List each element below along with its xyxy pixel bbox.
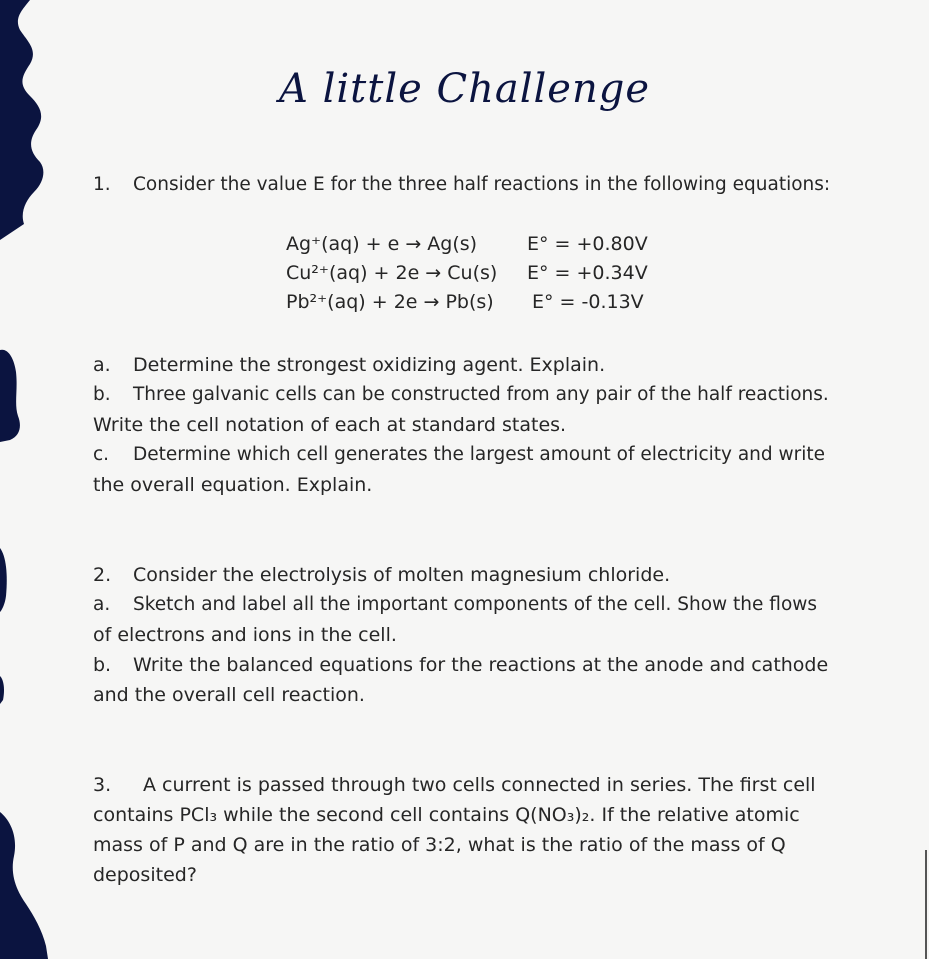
question-2a — [93, 590, 817, 620]
question-1b — [93, 380, 829, 410]
question-3-line-3: mass of P and Q are in the ratio of 3:2, what is the ratio of the mass of Q — [93, 834, 786, 856]
question-1-text: Consider the value E for the three half reactions in the following equations: — [133, 174, 831, 195]
right-edge-line — [925, 850, 927, 959]
question-1a-label: a. — [93, 354, 111, 376]
question-2b-label: b. — [93, 654, 112, 676]
question-2b — [93, 650, 828, 680]
question-1b-text: Three galvanic cells can be constructed from any pair of the half reactions. — [133, 384, 829, 405]
page-title: A little Challenge — [278, 66, 651, 112]
question-2a-text: Sketch and label all the important components of the cell. Show the flows — [133, 594, 818, 615]
question-3-line-4: deposited? — [93, 864, 197, 886]
question-1-number: 1. — [93, 174, 111, 195]
half-reaction: Pb²⁺(aq) + 2e → Pb(s) — [286, 291, 494, 313]
reduction-potential: E° = -0.13V — [532, 291, 644, 313]
reduction-potential: E° = +0.34V — [527, 262, 648, 284]
question-2 — [93, 560, 670, 590]
question-2-number: 2. — [93, 564, 112, 586]
half-reaction: Cu²⁺(aq) + 2e → Cu(s) — [286, 262, 498, 284]
question-1a — [93, 350, 605, 380]
question-1 — [93, 170, 830, 200]
question-2a-continued: of electrons and ions in the cell. — [93, 624, 397, 646]
question-1c-continued: the overall equation. Explain. — [93, 474, 373, 496]
half-reaction: Ag⁺(aq) + e → Ag(s) — [286, 233, 478, 255]
question-1c-label: c. — [93, 444, 110, 465]
question-1b-continued: Write the cell notation of each at standard states. — [93, 414, 567, 436]
reduction-potential: E° = +0.80V — [527, 233, 648, 255]
question-1b-label: b. — [93, 384, 111, 405]
question-3-line-2: contains PCl₃ while the second cell contains Q(NO₃)₂. If the relative atomic — [93, 804, 800, 826]
question-1a-text: Determine the strongest oxidizing agent. Explain. — [133, 354, 606, 376]
question-1c-text: Determine which cell generates the largest amount of electricity and write — [133, 444, 826, 465]
question-2b-text: Write the balanced equations for the reactions at the anode and cathode — [133, 654, 829, 676]
question-2b-continued: and the overall cell reaction. — [93, 684, 365, 706]
question-1c — [93, 440, 825, 470]
question-2a-label: a. — [93, 594, 111, 615]
ink-brush-decoration — [0, 0, 60, 959]
question-3 — [93, 770, 816, 800]
question-3-text: A current is passed through two cells connected in series. The first cell — [143, 774, 816, 796]
question-3-number: 3. — [93, 774, 112, 796]
question-2-text: Consider the electrolysis of molten magnesium chloride. — [133, 564, 671, 586]
